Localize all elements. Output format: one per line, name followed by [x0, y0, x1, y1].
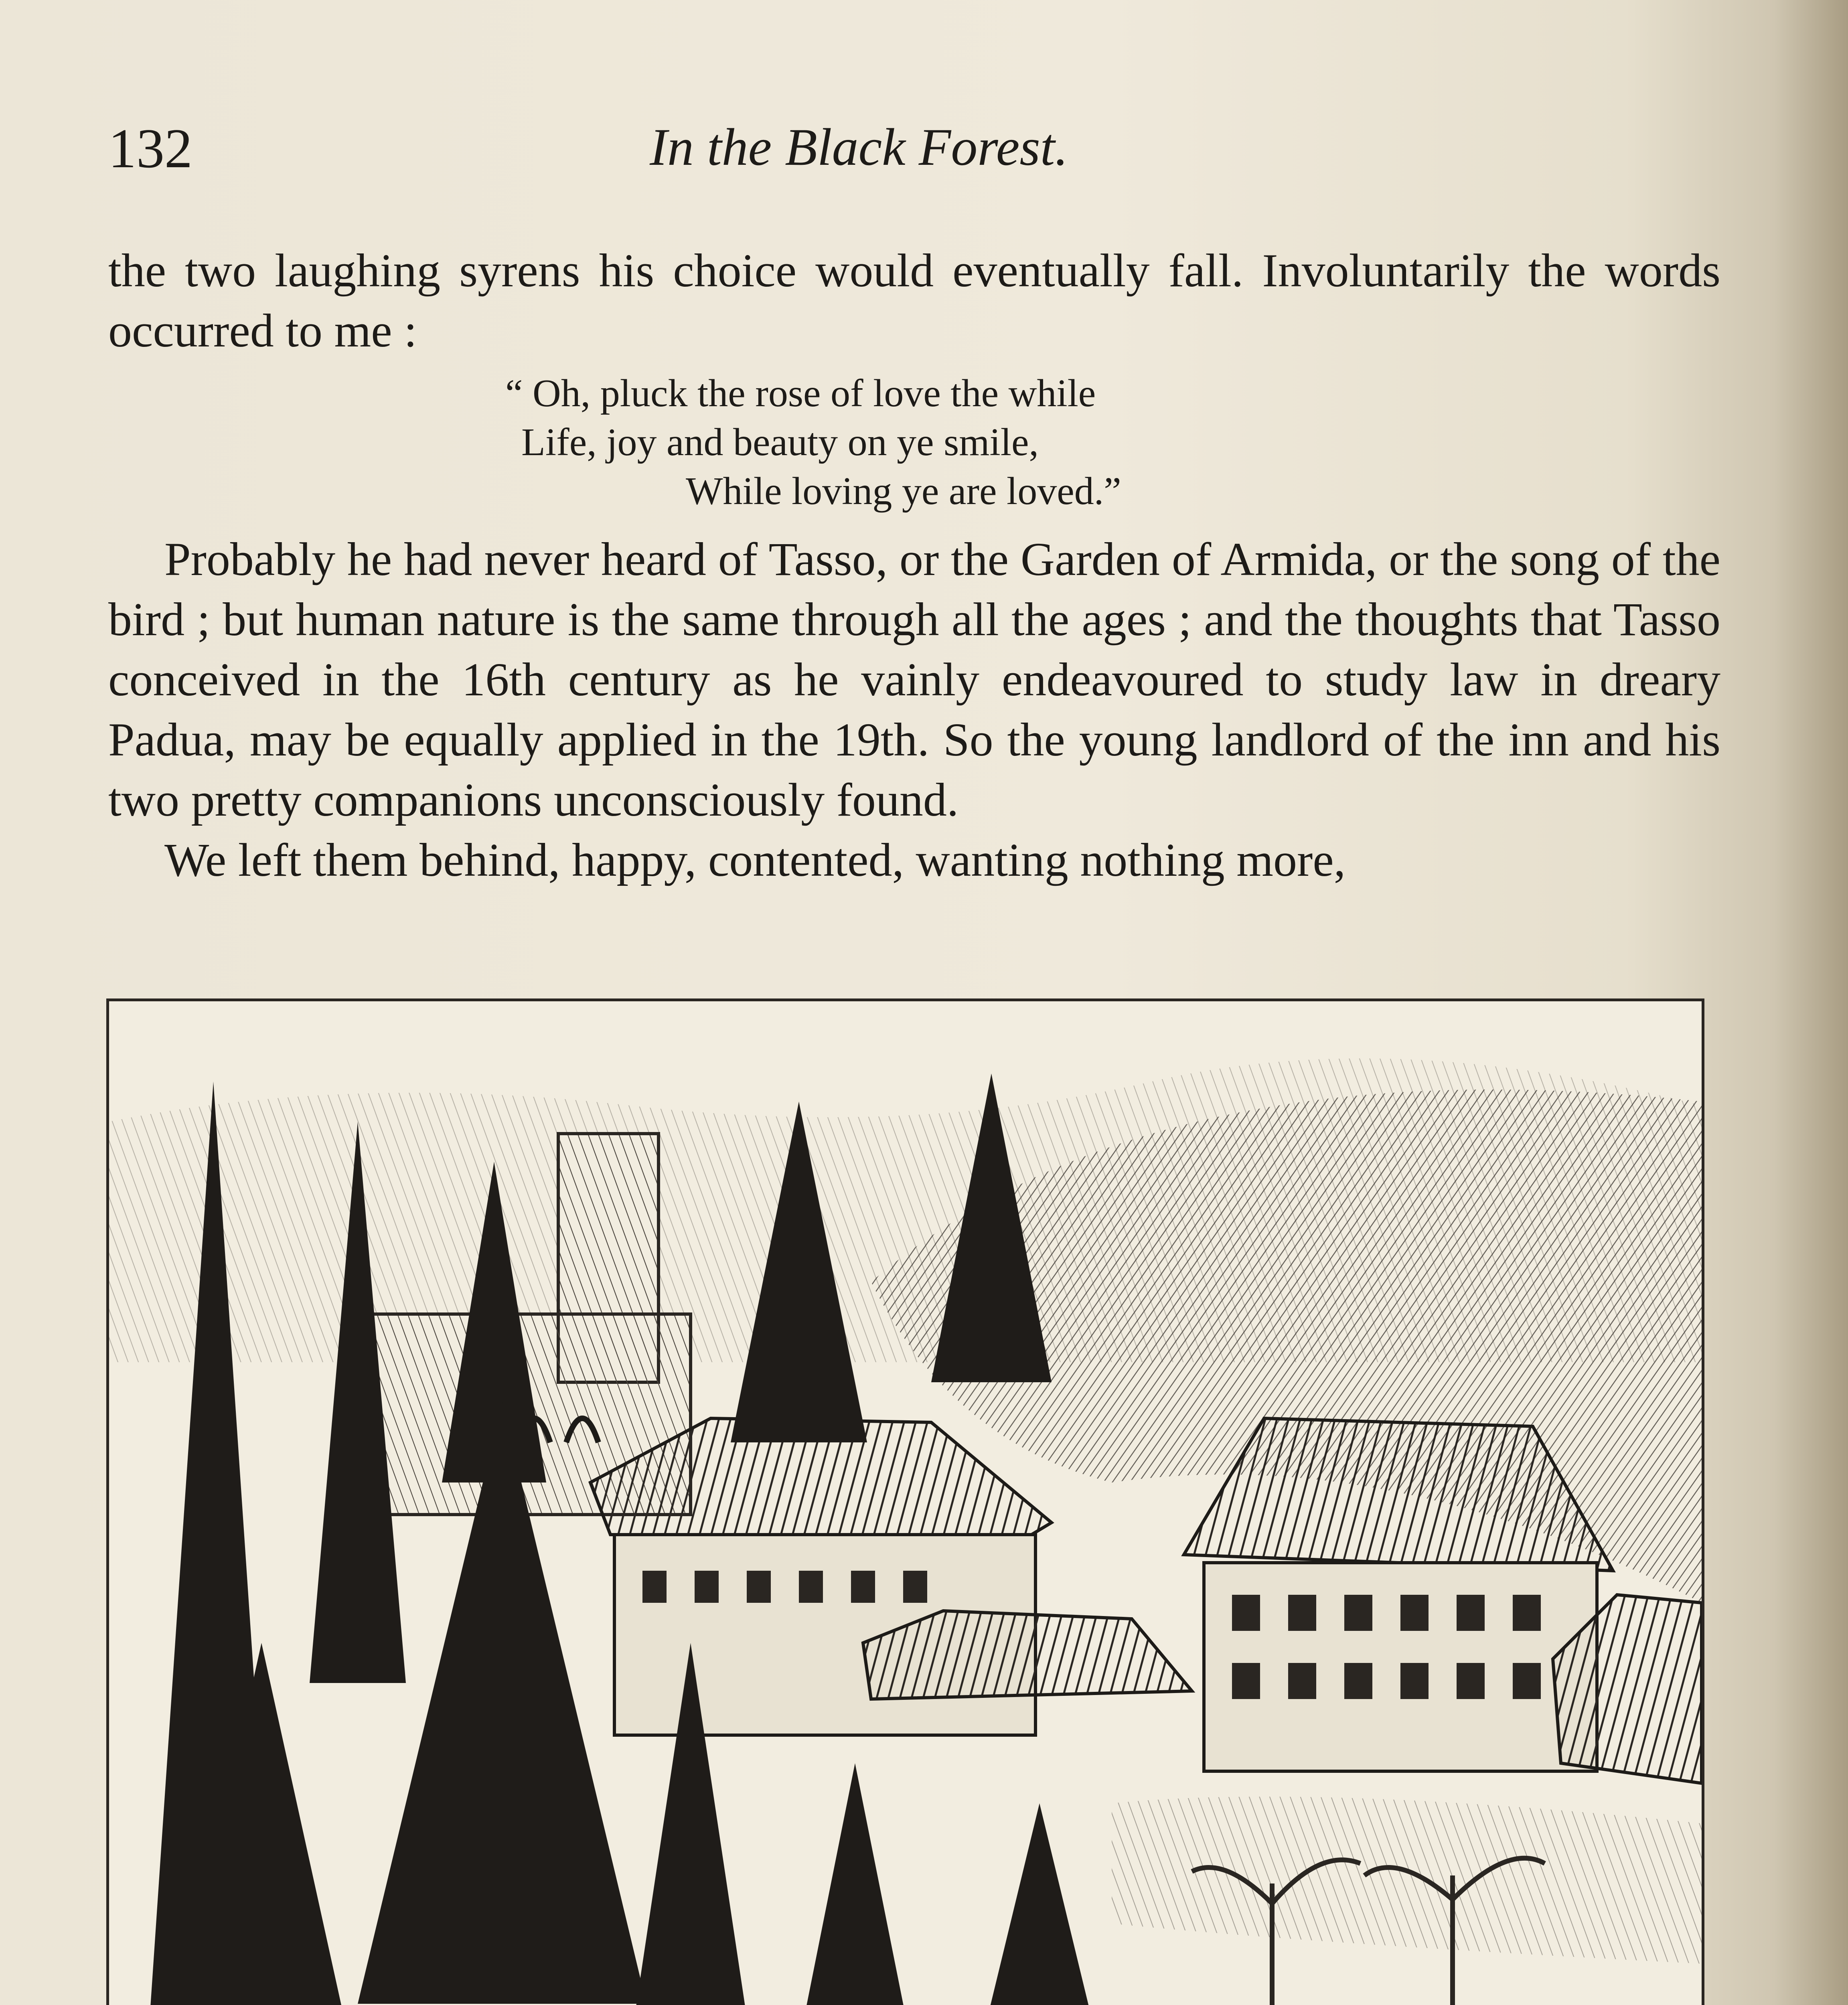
text-block-middle	[108, 529, 1720, 890]
text-block-top	[108, 241, 1720, 361]
page-number: 132	[108, 117, 192, 180]
paragraph: the two laughing syrens his choice would eventually fall. Involuntarily the words occurred to me :	[108, 244, 1720, 357]
engraving-illustration	[106, 998, 1704, 2005]
running-title: In the Black Forest.	[650, 117, 1068, 176]
verse-quotation	[505, 369, 1307, 516]
page-header	[108, 116, 1708, 184]
verse-line: Life, joy and beauty on ye smile,	[521, 421, 1039, 464]
verse-line: While loving ye are loved.”	[686, 470, 1121, 513]
paragraph: Probably he had never heard of Tasso, or the Garden of Armida, or the song of the bird ; but human nature is the same through all the ages ; and the thoughts that Tasso conceived in the 16th century as he vainly endeavoured to study law in dreary Padua, may be equally applied in the 19th. So the young landlord of the inn and his two pretty companions unconsciously found.	[108, 533, 1720, 826]
paragraph: We left them behind, happy, contented, wanting nothing more,	[164, 834, 1346, 886]
verse-line: “ Oh, pluck the rose of love the while	[505, 372, 1096, 415]
engraving-drawing	[109, 1001, 1702, 2005]
